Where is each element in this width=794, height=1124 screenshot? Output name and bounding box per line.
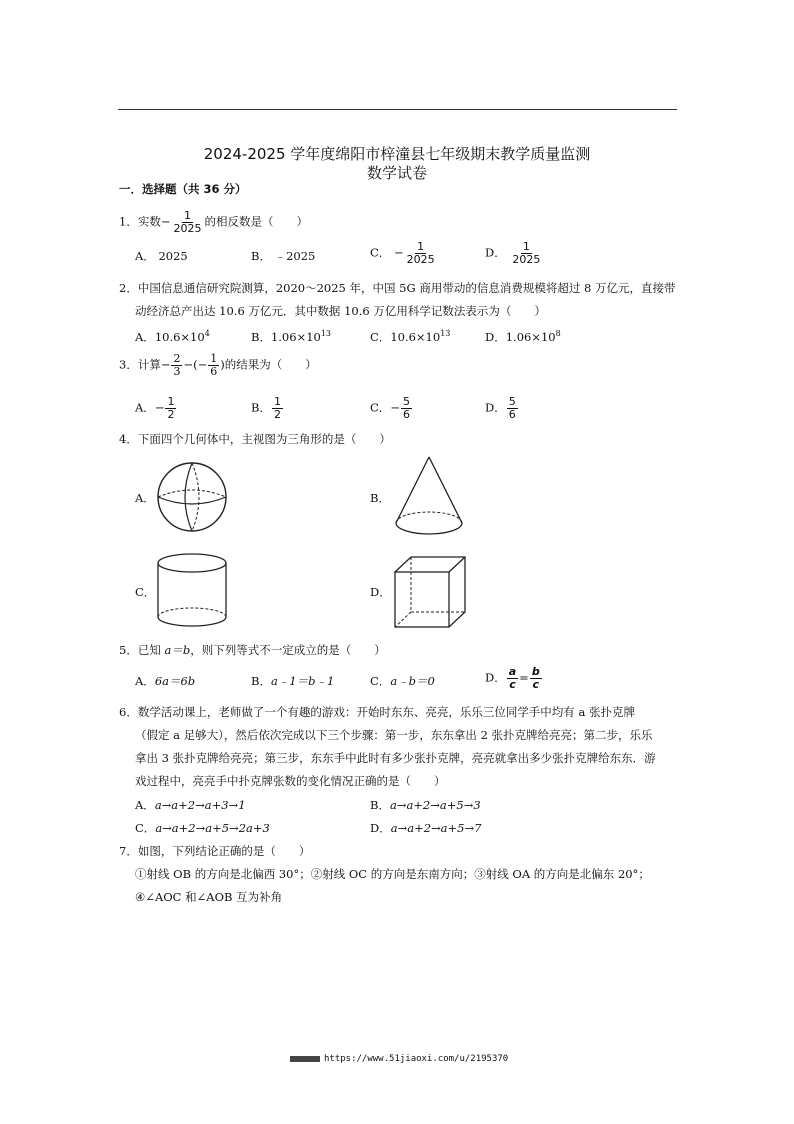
exam-title: 2024-2025 学年度绵阳市梓潼县七年级期末教学质量监测 bbox=[203, 145, 591, 163]
q1-b-value: ﹣2025 bbox=[274, 249, 316, 263]
cylinder-icon bbox=[154, 551, 230, 631]
q4-option-d[interactable] bbox=[370, 584, 391, 600]
q3-d-fraction bbox=[507, 396, 518, 421]
q3-a-label: A． bbox=[135, 400, 155, 415]
q6-d-value: a→a+2→a+5→7 bbox=[390, 821, 482, 835]
q5-d-fraction-1 bbox=[507, 666, 518, 691]
q1-prefix: 1．实数 bbox=[119, 214, 161, 229]
q3-option-a[interactable] bbox=[135, 396, 177, 421]
q2-a-exp: 4 bbox=[204, 329, 210, 338]
q3-prefix: 3．计算 bbox=[119, 357, 161, 372]
exam-subtitle: 数学试卷 bbox=[366, 164, 427, 182]
q1-d-label: D． bbox=[485, 245, 506, 260]
q5-option-d[interactable] bbox=[485, 666, 543, 691]
q4-d-label: D． bbox=[370, 585, 391, 599]
q5-d-fraction-2 bbox=[530, 666, 542, 691]
q2-option-a[interactable] bbox=[135, 326, 210, 345]
q1-d-fraction bbox=[510, 241, 542, 266]
q3-fraction-1 bbox=[171, 353, 182, 378]
q4-option-b[interactable] bbox=[370, 490, 390, 506]
q2-option-c[interactable] bbox=[370, 326, 450, 345]
question-7-statement-line-2: ④∠AOC 和∠AOB 互为补角 bbox=[135, 890, 283, 904]
q5-suffix: ，则下列等式不一定成立的是（ ） bbox=[190, 643, 386, 657]
q3-a-num: 1 bbox=[167, 395, 175, 408]
q5-b-label: B． bbox=[251, 674, 271, 688]
q5-c-value: a﹣b＝0 bbox=[390, 674, 435, 688]
question-6-line-4: 戏过程中，亮亮手中扑克牌张数的变化情况正确的是（ ） bbox=[135, 774, 446, 788]
q2-c-label: C． bbox=[370, 330, 391, 344]
question-7-statement-line-1: ①射线 OB 的方向是北偏西 30°；②射线 OC 的方向是东南方向；③射线 OA 的方向是北偏东 20°； bbox=[135, 867, 650, 881]
q1-option-a[interactable] bbox=[135, 248, 188, 264]
q2-b-label: B． bbox=[251, 330, 271, 344]
q2-d-exp: 8 bbox=[555, 329, 561, 338]
header-rule bbox=[118, 109, 677, 110]
question-3-stem bbox=[119, 353, 317, 378]
q1-d-den: 2025 bbox=[512, 253, 541, 266]
q3-c-label: C． bbox=[370, 400, 391, 415]
q6-d-label: D． bbox=[370, 821, 391, 835]
q1-c-num: 1 bbox=[417, 240, 425, 253]
question-6-line-3: 拿出 3 张扑克牌给亮亮；第三步，东东手中此时有多少张扑克牌，亮亮就拿出多少张扑克牌给东东．游 bbox=[135, 751, 656, 765]
q5-option-b[interactable] bbox=[251, 673, 334, 689]
q3-d-num: 5 bbox=[508, 395, 516, 408]
q3-f1-den: 3 bbox=[173, 365, 181, 378]
sphere-icon bbox=[154, 461, 232, 533]
q2-b-exp: 13 bbox=[320, 329, 332, 338]
q4-c-label: C． bbox=[135, 585, 156, 599]
q2-d-base: 1.06×10 bbox=[505, 330, 556, 344]
q3-option-b[interactable] bbox=[251, 396, 284, 421]
q1-b-label: B． bbox=[251, 249, 271, 263]
q6-option-d[interactable] bbox=[370, 820, 481, 836]
q3-c-minus: − bbox=[390, 400, 400, 415]
q6-c-label: C． bbox=[135, 821, 156, 835]
q5-prefix: 5．已知 bbox=[119, 643, 165, 657]
q1-minus: − bbox=[160, 214, 171, 229]
q2-c-exp: 13 bbox=[440, 329, 451, 338]
q5-d-label: D． bbox=[485, 670, 506, 685]
cone-icon bbox=[393, 455, 465, 539]
question-5-stem bbox=[119, 642, 386, 658]
q2-option-d[interactable] bbox=[485, 326, 561, 345]
q1-c-minus: − bbox=[393, 245, 404, 260]
q3-b-den: 2 bbox=[273, 408, 281, 421]
q6-b-label: B． bbox=[370, 798, 390, 812]
q6-b-value: a→a+2→a+5→3 bbox=[389, 798, 481, 812]
q2-c-base: 10.6×10 bbox=[390, 330, 441, 344]
q3-c-num: 5 bbox=[402, 395, 410, 408]
section-heading: 一．选择题（共 36 分） bbox=[119, 182, 247, 196]
q3-b-fraction bbox=[272, 396, 283, 421]
q1-c-fraction bbox=[405, 241, 437, 266]
q6-option-a[interactable] bbox=[135, 797, 246, 813]
q3-d-den: 6 bbox=[508, 408, 516, 421]
q5-b-value: a﹣1＝b﹣1 bbox=[270, 674, 335, 688]
cube-icon bbox=[392, 555, 468, 631]
q1-c-label: C． bbox=[370, 245, 391, 260]
q1-c-den: 2025 bbox=[406, 253, 435, 266]
q5-a-value: 6a＝6b bbox=[154, 674, 196, 688]
q6-c-value: a→a+2→a+5→2a+3 bbox=[155, 821, 270, 835]
q5-a-label: A． bbox=[135, 674, 155, 688]
q3-f1-num: 2 bbox=[173, 352, 181, 365]
footer-url[interactable]: https://www.51jiaoxi.com/u/2195370 bbox=[324, 1054, 509, 1064]
q3-mid: −(− bbox=[183, 357, 208, 372]
q6-option-b[interactable] bbox=[370, 797, 481, 813]
q1-a-value: 2025 bbox=[158, 249, 188, 263]
q5-d-num1: a bbox=[508, 665, 517, 678]
q5-option-a[interactable] bbox=[135, 673, 195, 689]
q1-a-label: A． bbox=[135, 249, 155, 263]
q4-option-c[interactable] bbox=[135, 584, 155, 600]
q2-a-label: A． bbox=[135, 330, 155, 344]
q1-frac-num: 1 bbox=[183, 209, 191, 222]
question-1-stem bbox=[119, 210, 308, 235]
q4-b-label: B． bbox=[370, 491, 390, 505]
question-6-line-2: （假定 a 足够大），然后依次完成以下三个步骤：第一步，东东拿出 2 张扑克牌给亮亮；第二步，乐乐 bbox=[135, 728, 653, 742]
q3-a-minus: − bbox=[154, 400, 165, 415]
q3-d-label: D． bbox=[485, 400, 506, 415]
q3-b-label: B． bbox=[251, 400, 271, 415]
q5-option-c[interactable] bbox=[370, 673, 435, 689]
q3-f2-num: 1 bbox=[210, 352, 218, 365]
q5-c-label: C． bbox=[370, 674, 391, 688]
q6-a-label: A． bbox=[135, 798, 155, 812]
q1-fraction bbox=[171, 210, 203, 235]
q1-option-b[interactable] bbox=[251, 248, 315, 264]
q5-d-num2: b bbox=[531, 665, 540, 678]
q1-suffix: 的相反数是（ ） bbox=[204, 214, 308, 229]
q5-d-equals: = bbox=[519, 670, 529, 685]
q3-a-fraction bbox=[165, 396, 176, 421]
question-6-line-1: 6．数学活动课上，老师做了一个有趣的游戏：开始时东东、亮亮，乐乐三位同学手中均有 a 张扑克牌 bbox=[119, 705, 635, 719]
q3-option-d[interactable] bbox=[485, 396, 519, 421]
q3-b-num: 1 bbox=[273, 395, 281, 408]
q3-a-den: 2 bbox=[167, 408, 175, 421]
q3-minus: − bbox=[160, 357, 171, 372]
q3-c-fraction bbox=[401, 396, 412, 421]
footer-watermark bbox=[290, 1054, 508, 1064]
q3-f2-den: 6 bbox=[210, 365, 218, 378]
q5-d-den2: c bbox=[532, 678, 540, 691]
q2-d-label: D． bbox=[485, 330, 506, 344]
q5-d-den1: c bbox=[509, 678, 516, 691]
q1-frac-den: 2025 bbox=[173, 222, 202, 235]
q1-option-c[interactable] bbox=[370, 241, 438, 266]
q2-a-base: 10.6×10 bbox=[154, 330, 205, 344]
q6-a-value: a→a+2→a+3→1 bbox=[154, 798, 246, 812]
q5-equation: a＝b bbox=[164, 643, 191, 657]
q3-suffix: )的结果为（ ） bbox=[220, 357, 317, 372]
question-2-line-2: 动经济总产出达 10.6 万亿元．其中数据 10.6 万亿用科学记数法表示为（ ） bbox=[135, 304, 546, 318]
q2-option-b[interactable] bbox=[251, 326, 331, 345]
question-4-stem: 4．下面四个几何体中，主视图为三角形的是（ ） bbox=[119, 432, 391, 446]
q3-option-c[interactable] bbox=[370, 396, 413, 421]
question-2-line-1: 2．中国信息通信研究院测算，2020～2025 年，中国 5G 商用带动的信息消费规模将超过 8 万亿元，直接带 bbox=[119, 281, 676, 295]
logo-icon bbox=[290, 1056, 320, 1062]
q3-c-den: 6 bbox=[402, 408, 410, 421]
q4-option-a[interactable] bbox=[135, 490, 155, 506]
q4-a-label: A． bbox=[135, 491, 155, 505]
question-7-stem: 7．如图，下列结论正确的是（ ） bbox=[119, 844, 311, 858]
q6-option-c[interactable] bbox=[135, 820, 270, 836]
q1-d-num: 1 bbox=[522, 240, 530, 253]
q3-fraction-2 bbox=[208, 353, 219, 378]
q1-option-d[interactable] bbox=[485, 241, 543, 266]
q2-b-base: 1.06×10 bbox=[270, 330, 321, 344]
